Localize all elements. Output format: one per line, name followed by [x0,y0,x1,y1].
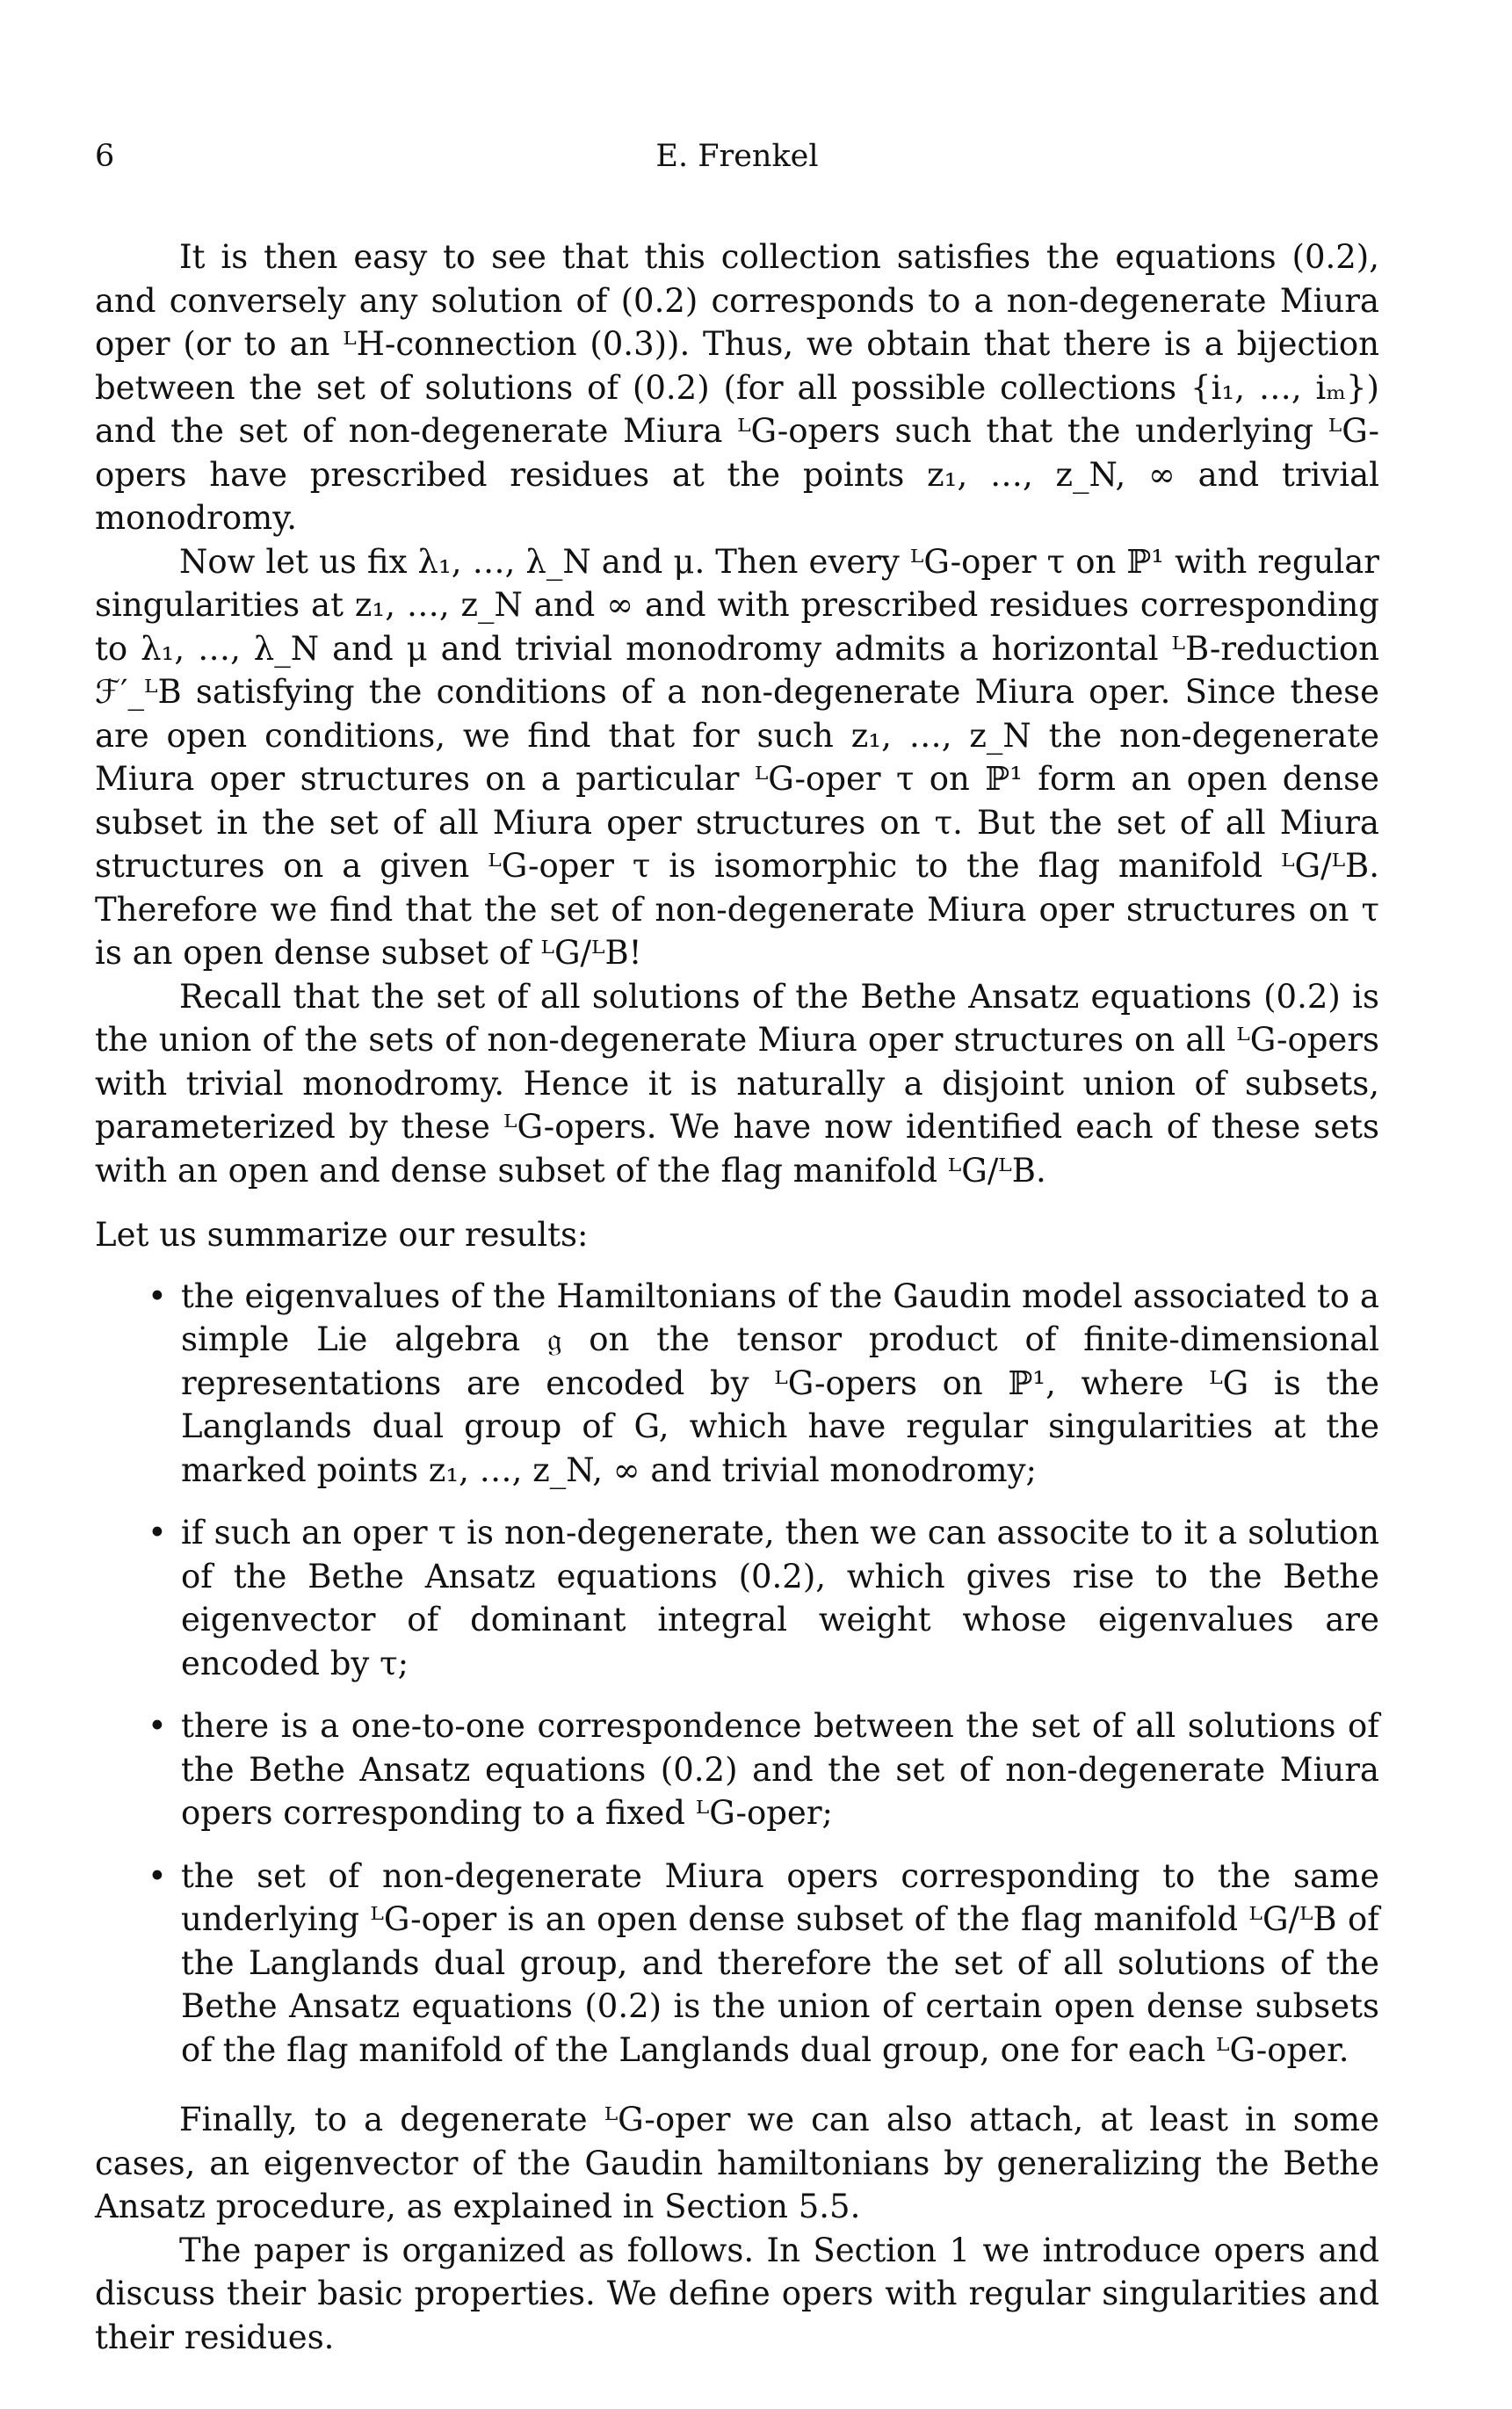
list-item-text: there is a one-to-one correspondence between the set of all solutions of the Bethe Ansatz equations (0.2) and the set of non-degenerate Miura opers corresponding to a fixed ᴸG-oper; [181,1707,1379,1832]
bullet-icon: • [148,1277,167,1315]
paragraph: Finally, to a degenerate ᴸG-oper we can also attach, at least in some cases, an eigenvector of the Gaudin hamiltonians by generalizing the Bethe Ansatz procedure, as explained in Section 5.5. [95,2101,1379,2225]
list-item [95,1511,1379,1685]
paragraph: Recall that the set of all solutions of the Bethe Ansatz equations (0.2) is the union of the sets of non-degenerate Miura oper structures on all ᴸG-opers with trivial monodromy. Hence it is naturally a disjoint union of subsets, parameterized by these ᴸG-opers. We have now identified each of these sets with an open and dense subset of the flag manifold ᴸG/ᴸB. [95,977,1379,1190]
list-item-text: if such an oper τ is non-degenerate, then we can associte to it a solution of the Bethe Ansatz equations (0.2), which gives rise to the Bethe eigenvector of dominant integral weight whose eigenvalues are encoded by τ; [181,1514,1379,1682]
bullet-icon: • [148,1514,167,1552]
summary-intro: Let us summarize our results: [95,1216,589,1254]
list-item-text: the set of non-degenerate Miura opers corresponding to the same underlying ᴸG-oper is an open dense subset of the flag manifold ᴸG/ᴸB of the Langlands dual group, and therefore the set of all solutions of the Bethe Ansatz equations (0.2) is the union of certain open dense subsets of the flag manifold of the Langlands dual group, one for each ᴸG-oper. [181,1856,1379,2069]
paragraph: It is then easy to see that this collection satisfies the equations (0.2), and conversely any solution of (0.2) corresponds to a non-degenerate Miura oper (or to an ᴸH-connection (0.3)). Thus, we obtain that there is a bijection between the set of solutions of (0.2) (for all possible collections {i₁, …, iₘ}) and the set of non-degenerate Miura ᴸG-opers such that the underlying ᴸG-opers have prescribed residues at the points z₁, …, z_N, ∞ and trivial monodromy. [95,238,1379,537]
page-number: 6 [95,139,115,174]
body-text [95,235,1379,2359]
page-header [95,139,1379,183]
running-head: E. Frenkel [655,139,819,174]
paragraph: Now let us fix λ₁, …, λ_N and μ. Then every ᴸG-oper τ on ℙ¹ with regular singularities at z₁, …, z_N and ∞ and with prescribed residues corresponding to λ₁, …, λ_N and μ and trivial monodromy admits a horizontal ᴸB-reduction ℱ′_ᴸB satisfying the conditions of a non-degenerate Miura oper. Since these are open conditions, we find that for such z₁, …, z_N the non-degenerate Miura oper structures on a particular ᴸG-oper τ on ℙ¹ form an open dense subset in the set of all Miura oper structures on τ. But the set of all Miura structures on a given ᴸG-oper τ is isomorphic to the flag manifold ᴸG/ᴸB. Therefore we find that the set of non-degenerate Miura oper structures on τ is an open dense subset of ᴸG/ᴸB! [95,542,1379,972]
results-list [95,1275,1379,2073]
list-item [95,1855,1379,2073]
list-item [95,1704,1379,1835]
paragraph: The paper is organized as follows. In Section 1 we introduce opers and discuss their basic properties. We define opers with regular singularities and their residues. [95,2231,1379,2356]
list-item [95,1275,1379,1493]
bullet-icon: • [148,1707,167,1745]
bullet-icon: • [148,1856,167,1895]
list-item-text: the eigenvalues of the Hamiltonians of the Gaudin model associated to a simple Lie algebra 𝔤 on the tensor product of finite-dimensional representations are encoded by ᴸG-opers on ℙ¹, where ᴸG is the Langlands dual group of G, which have regular singularities at the marked points z₁, …, z_N, ∞ and trivial monodromy; [181,1277,1379,1489]
